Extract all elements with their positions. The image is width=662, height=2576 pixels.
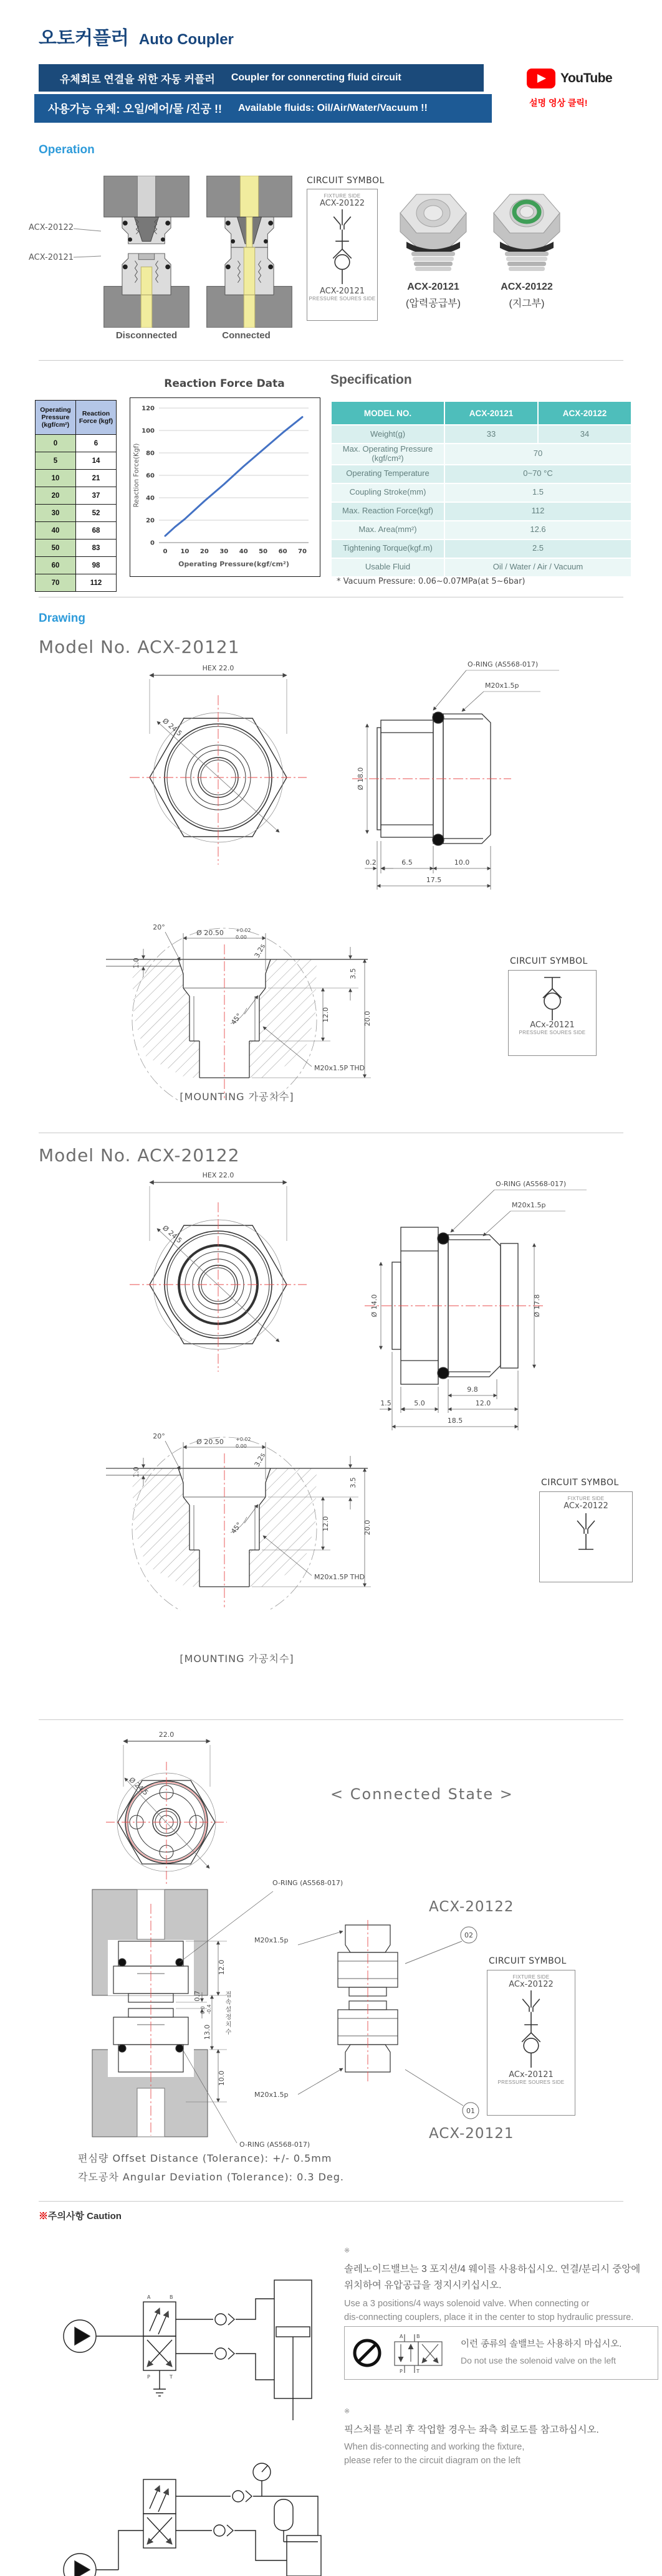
operation-label-acx20122: ACX-20122 [29, 223, 74, 232]
caution-heading-text: 주의사항 Caution [48, 2211, 122, 2222]
connected-symbol-title: CIRCUIT SYMBOL [489, 1956, 567, 1966]
connected-label-bottom: ACX-20121 [429, 2126, 514, 2142]
dim-98: 9.8 [467, 1385, 478, 1394]
x-tick-label: 20 [199, 548, 209, 555]
connected-symbol-fixture-side: FIXTURE SIDE [512, 1974, 550, 1980]
page-title [39, 22, 234, 50]
caution-mark: ※ [39, 2211, 49, 2222]
pressure-value: 60 [36, 557, 76, 574]
port-p-label: P [400, 2369, 403, 2374]
warn-ko: 이런 종류의 솔밸브는 사용하지 마십시오. [461, 2339, 622, 2349]
prohibition-icon [352, 2338, 382, 2368]
dim-120: 12.0 [322, 1516, 330, 1532]
caution-heading [39, 2209, 122, 2222]
warn-en: Do not use the solenoid valve on the left [461, 2355, 616, 2365]
dim-10: 1.0 [132, 1466, 140, 1478]
reaction-force-table [35, 400, 117, 592]
dim-20deg: 20° [153, 923, 165, 931]
banner-fluid-circuit [39, 64, 484, 92]
dim-dia245: Ø 24.5 [161, 716, 184, 738]
x-tick-label: 40 [239, 548, 248, 555]
spec-table-row [332, 559, 631, 576]
youtube-label[interactable]: YouTube [560, 71, 613, 85]
port-t-label: T [170, 2374, 173, 2380]
fit-dimension-label: 접속설정치수 [224, 1991, 231, 2036]
reaction-table-row [36, 470, 117, 487]
note1-mark: ※ [344, 2247, 350, 2255]
dim-dia178: Ø 17.8 [533, 1294, 541, 1318]
hydraulic-circuit-diagram-1 [50, 2243, 337, 2455]
connected-symbol-box [487, 1970, 575, 2116]
spec-header-model: MODEL NO. [332, 402, 444, 424]
offset-distance-note: 편심량 Offset Distance (Tolerance): +/- 0.5mm [78, 2152, 332, 2164]
caption-connected: Connected [222, 330, 271, 341]
spec-value-merged: 112 [445, 503, 631, 520]
banner2-ko: 사용가능 유체: 오일/에어/물 /진공 !! [48, 103, 223, 115]
hydraulic-circuit-diagram-2 [50, 2461, 337, 2576]
dim-thread: M20x1.5P THD [314, 1573, 365, 1581]
note1-ko-line1: 솔레노이드밸브는 3 포지션/4 웨이를 사용하십시오. 연결/분리시 중앙에 [344, 2264, 641, 2274]
y-tick-label: 100 [142, 427, 155, 435]
acx20121-front-view [118, 659, 318, 877]
connected-symbol-fixture-model: ACx-20122 [509, 1980, 554, 1989]
x-tick-label: 30 [219, 548, 229, 555]
pressure-value: 40 [36, 522, 76, 539]
reaction-table-row [36, 522, 117, 539]
vacuum-pressure-note: * Vacuum Pressure: 0.06~0.07MPa(at 5~6bar) [337, 577, 525, 586]
y-axis-label: Reaction Force(Kgf) [133, 443, 140, 508]
connected-section-drawing [203, 176, 296, 328]
dim-tol-up: +0.02 [236, 928, 251, 933]
callout-oring-top: O-RING (AS568-017) [272, 1879, 343, 1887]
callout-oring: O-RING (AS568-017) [468, 660, 539, 668]
force-value: 52 [76, 505, 117, 522]
connected-state-title: < Connected State > [330, 1785, 514, 1803]
angular-deviation-note: 각도공차 Angular Deviation (Tolerance): 0.3 Deg. [78, 2171, 345, 2183]
check-valve-symbol [537, 976, 568, 1020]
model1-symbol-box [508, 970, 597, 1056]
acx20122-front-view [118, 1166, 318, 1384]
force-value: 14 [76, 452, 117, 470]
pressure-value: 0 [36, 435, 76, 452]
dim-220: 22.0 [158, 1731, 175, 1739]
spec-header-acx20122: ACX-20122 [539, 402, 631, 424]
note2-en-line1: When dis-connecting and working the fixture, [344, 2442, 525, 2452]
dim-50: 5.0 [414, 1399, 425, 1407]
operation-label-leaders [74, 226, 102, 260]
dim-dia18: Ø 18.0 [357, 767, 365, 791]
note1-ko-line2: 위치하여 유압공급을 정지시키십시오. [344, 2280, 502, 2291]
port-t-label: T [416, 2369, 420, 2374]
dim-185: 18.5 [447, 1417, 463, 1425]
reaction-chart-frame [130, 397, 320, 577]
spec-table-row [332, 444, 631, 464]
note1-en-line1: Use a 3 positions/4 ways solenoid valve. When connecting or [344, 2299, 590, 2309]
connected-outline-view [249, 1920, 486, 2126]
fixture-model-label: ACX-20122 [319, 199, 365, 208]
photo1-caption: (압력공급부) [406, 298, 461, 309]
dim-32s: 3.2s [252, 943, 267, 959]
banner2-en: Available fluids: Oil/Air/Water/Vacuum !! [238, 103, 428, 113]
y-tick-label: 20 [146, 517, 155, 525]
note2-mark: ※ [344, 2408, 350, 2415]
acx20121-side-view [340, 654, 608, 903]
dim-45deg: 45° [229, 1521, 244, 1536]
acx20121-mounting-drawing [81, 915, 393, 1101]
source-side-label: PRESSURE SOURES SIDE [309, 296, 376, 302]
x-tick-label: 70 [298, 548, 307, 555]
x-tick-label: 50 [259, 548, 268, 555]
dim-conn-120: 12.0 [218, 1959, 226, 1975]
dim-65: 6.5 [401, 858, 413, 867]
port-b-label: B [170, 2294, 173, 2300]
spec-label: Usable Fluid [332, 559, 444, 576]
operation-heading: Operation [39, 143, 95, 156]
port-p-label: P [147, 2374, 150, 2380]
y-tick-label: 40 [146, 495, 155, 502]
spec-label: Weight(g) [332, 425, 444, 443]
dim-dia245: Ø 24.5 [127, 1775, 150, 1797]
dim-thread: M20x1.5P THD [314, 1064, 365, 1072]
dim-hex22: HEX 22.0 [202, 1171, 234, 1179]
reaction-chart-title: Reaction Force Data [164, 378, 285, 390]
reaction-line-chart [130, 398, 317, 574]
model1-title: Model No. ACX-20121 [39, 637, 240, 657]
spec-value: 33 [445, 425, 537, 443]
dim-conn-130: 13.0 [203, 2024, 211, 2040]
operation-circuit-symbol-box [307, 189, 378, 321]
spec-table-row [332, 484, 631, 501]
spec-label: Operating Temperature [332, 465, 444, 483]
dim-200: 20.0 [363, 1010, 372, 1027]
reaction-table-row [36, 435, 117, 452]
dim-45deg: 45° [229, 1012, 244, 1027]
connected-label-top: ACX-20122 [429, 1899, 514, 1915]
spec-table-row [332, 503, 631, 520]
model2-title: Model No. ACX-20122 [39, 1145, 240, 1166]
dim-120: 12.0 [475, 1399, 491, 1407]
operation-label-acx20121: ACX-20121 [29, 253, 74, 262]
prohibited-valve-box [344, 2326, 658, 2380]
divider [39, 2201, 623, 2202]
force-value: 21 [76, 470, 117, 487]
force-value: 112 [76, 574, 117, 592]
balloon-02: 02 [464, 1931, 473, 1939]
banner1-ko: 유체회로 연결을 위한 자동 커플러 [60, 73, 215, 85]
page-title-en: Auto Coupler [138, 31, 234, 48]
spec-label: Tightening Torque(kgf.m) [332, 540, 444, 558]
callout-thread: M20x1.5p [485, 682, 519, 690]
photo2-model: ACX-20122 [501, 282, 553, 292]
model2-symbol-box [539, 1491, 633, 1582]
acx20122-mounting-drawing [81, 1423, 393, 1610]
connected-symbol-source-model: ACx-20121 [509, 2070, 554, 2079]
spec-value-merged: 70 [445, 444, 631, 464]
fixture-side-label: FIXTURE SIDE [324, 193, 361, 199]
pressure-value: 70 [36, 574, 76, 592]
spec-value-merged: 2.5 [445, 540, 631, 558]
pressure-value: 5 [36, 452, 76, 470]
x-tick-label: 10 [180, 548, 189, 555]
pressure-value: 10 [36, 470, 76, 487]
source-model-label: ACX-20121 [319, 287, 365, 296]
pressure-value: 50 [36, 539, 76, 557]
dim-conn-100: 10.0 [218, 2070, 226, 2086]
operation-circuit-symbol-title: CIRCUIT SYMBOL [307, 176, 385, 186]
youtube-caption: 설명 영상 클릭! [529, 98, 588, 108]
banner1-en: Coupler for connercting fluid circuit [231, 72, 401, 83]
dim-200: 20.0 [363, 1519, 372, 1536]
callout-thread-bottom: M20x1.5p [254, 2091, 289, 2099]
dim-175: 17.5 [426, 876, 442, 884]
dim-hex22: HEX 22.0 [202, 664, 234, 672]
banner-available-fluids [34, 94, 492, 123]
y-tick-label: 80 [146, 450, 155, 457]
youtube-play-icon[interactable] [527, 69, 555, 88]
callout-thread-top: M20x1.5p [254, 1936, 289, 1944]
dim-02: 0.2 [365, 858, 377, 867]
dim-tol-dn: 0.00 [236, 934, 247, 940]
fixture-valve-symbol [570, 1513, 602, 1554]
dim-100: 10.0 [454, 858, 470, 867]
drawing-heading: Drawing [39, 612, 85, 625]
dim-10: 1.0 [132, 958, 140, 969]
divider [39, 1719, 623, 1720]
port-a-label: A [400, 2334, 403, 2339]
pressure-value: 20 [36, 487, 76, 505]
spec-header-acx20121: ACX-20121 [445, 402, 537, 424]
balloon-01: 01 [466, 2107, 475, 2115]
specification-table [330, 401, 632, 577]
page-title-ko: 오토커플러 [39, 28, 129, 49]
connected-symbol-source-side: PRESSURE SOURES SIDE [497, 2079, 565, 2085]
pressure-value: 30 [36, 505, 76, 522]
photo2-caption: (지그부) [509, 298, 545, 309]
acx20122-side-view [340, 1170, 608, 1444]
spec-table-row [332, 540, 631, 558]
port-b-label: B [416, 2334, 420, 2339]
reaction-table-row [36, 539, 117, 557]
model1-mount-caption: [MOUNTING 가공치수] [180, 1091, 294, 1103]
connected-pair-symbol [512, 1990, 550, 2069]
dim-35: 3.5 [349, 968, 357, 979]
x-axis-label: Operating Pressure(kgf/cm²) [178, 560, 289, 568]
spec-label: Max. Area(mm²) [332, 521, 444, 539]
photo-acx20122 [487, 187, 566, 275]
spec-value: 34 [539, 425, 631, 443]
spec-value-merged: 0~70 °C [445, 465, 631, 483]
force-value: 6 [76, 435, 117, 452]
dim-conn-07: 0.7 [193, 1990, 201, 2002]
model1-symbol-side: PRESSURE SOURES SIDE [519, 1030, 586, 1035]
spec-table-row [332, 465, 631, 483]
model1-symbol-model: ACx-20121 [530, 1020, 575, 1030]
dim-32s: 3.2s [252, 1452, 267, 1468]
force-value: 68 [76, 522, 117, 539]
dim-35: 3.5 [349, 1477, 357, 1488]
coupler-pair-symbol [324, 209, 361, 285]
spec-table-row [332, 521, 631, 539]
dim-dia2050: Ø 20.50 [196, 1438, 224, 1446]
dim-conn-toldn: -0.4 [206, 2004, 212, 2014]
dim-dia245: Ø 24.5 [161, 1224, 184, 1245]
prohibited-valve-symbol [390, 2332, 449, 2374]
dim-tol-dn: 0.00 [236, 1443, 247, 1449]
x-tick-label: 60 [278, 548, 287, 555]
model2-symbol-title: CIRCUIT SYMBOL [541, 1478, 619, 1488]
spec-value-merged: Oil / Water / Air / Vacuum [445, 559, 631, 576]
callout-thread: M20x1.5p [512, 1201, 546, 1209]
y-tick-label: 0 [150, 539, 155, 547]
force-value: 37 [76, 487, 117, 505]
note1-en-line2: dis-connecting couplers, place it in the center to stop hydraulic pressure. [344, 2312, 634, 2322]
dim-tol-up: +0.02 [236, 1437, 251, 1442]
dim-dia14: Ø 14.0 [370, 1294, 378, 1318]
dim-20deg: 20° [153, 1432, 165, 1440]
dim-conn-tolup: 0.0 [200, 2006, 206, 2014]
spec-label: Coupling Stroke(mm) [332, 484, 444, 501]
dim-15: 1.5 [380, 1399, 391, 1407]
disconnected-section-drawing [100, 176, 193, 328]
model2-symbol-model: ACx-20122 [564, 1501, 608, 1511]
dim-dia2050: Ø 20.50 [196, 929, 224, 937]
spec-value-merged: 1.5 [445, 484, 631, 501]
dim-120: 12.0 [322, 1007, 330, 1023]
specification-heading: Specification [330, 373, 412, 387]
divider [39, 360, 623, 361]
reaction-table-row [36, 487, 117, 505]
y-tick-label: 120 [142, 405, 155, 412]
model2-symbol-side: FIXTURE SIDE [567, 1496, 605, 1501]
note2-ko: 픽스처를 분리 후 작업할 경우는 좌측 회로도를 참고하십시오. [344, 2425, 599, 2435]
force-value: 98 [76, 557, 117, 574]
callout-oring: O-RING (AS568-017) [496, 1180, 567, 1188]
photo1-model: ACX-20121 [407, 282, 459, 292]
force-value: 83 [76, 539, 117, 557]
youtube-badge[interactable] [527, 69, 612, 88]
spec-label: Max. Operating Pressure (kgf/cm²) [332, 444, 444, 464]
spec-value-merged: 12.6 [445, 521, 631, 539]
y-tick-label: 60 [146, 472, 155, 480]
model1-symbol-title: CIRCUIT SYMBOL [510, 956, 588, 966]
reaction-table-row [36, 452, 117, 470]
spec-label: Max. Reaction Force(kgf) [332, 503, 444, 520]
rf-col2-header: Reaction Force (kgf) [76, 401, 117, 435]
photo-acx20121 [394, 187, 473, 275]
x-tick-label: 0 [163, 548, 168, 555]
note2-en-line2: please refer to the circuit diagram on the left [344, 2456, 520, 2466]
caption-disconnected: Disconnected [115, 330, 178, 341]
rf-col1-header: Operating Pressure (kgf/cm²) [36, 401, 76, 435]
callout-oring-bottom: O-RING (AS568-017) [239, 2141, 310, 2149]
reaction-table-row [36, 574, 117, 592]
reaction-table-row [36, 557, 117, 574]
model2-mount-caption: [MOUNTING 가공치수] [180, 1653, 294, 1665]
reaction-table-row [36, 505, 117, 522]
port-a-label: A [147, 2294, 151, 2300]
spec-table-row [332, 425, 631, 443]
